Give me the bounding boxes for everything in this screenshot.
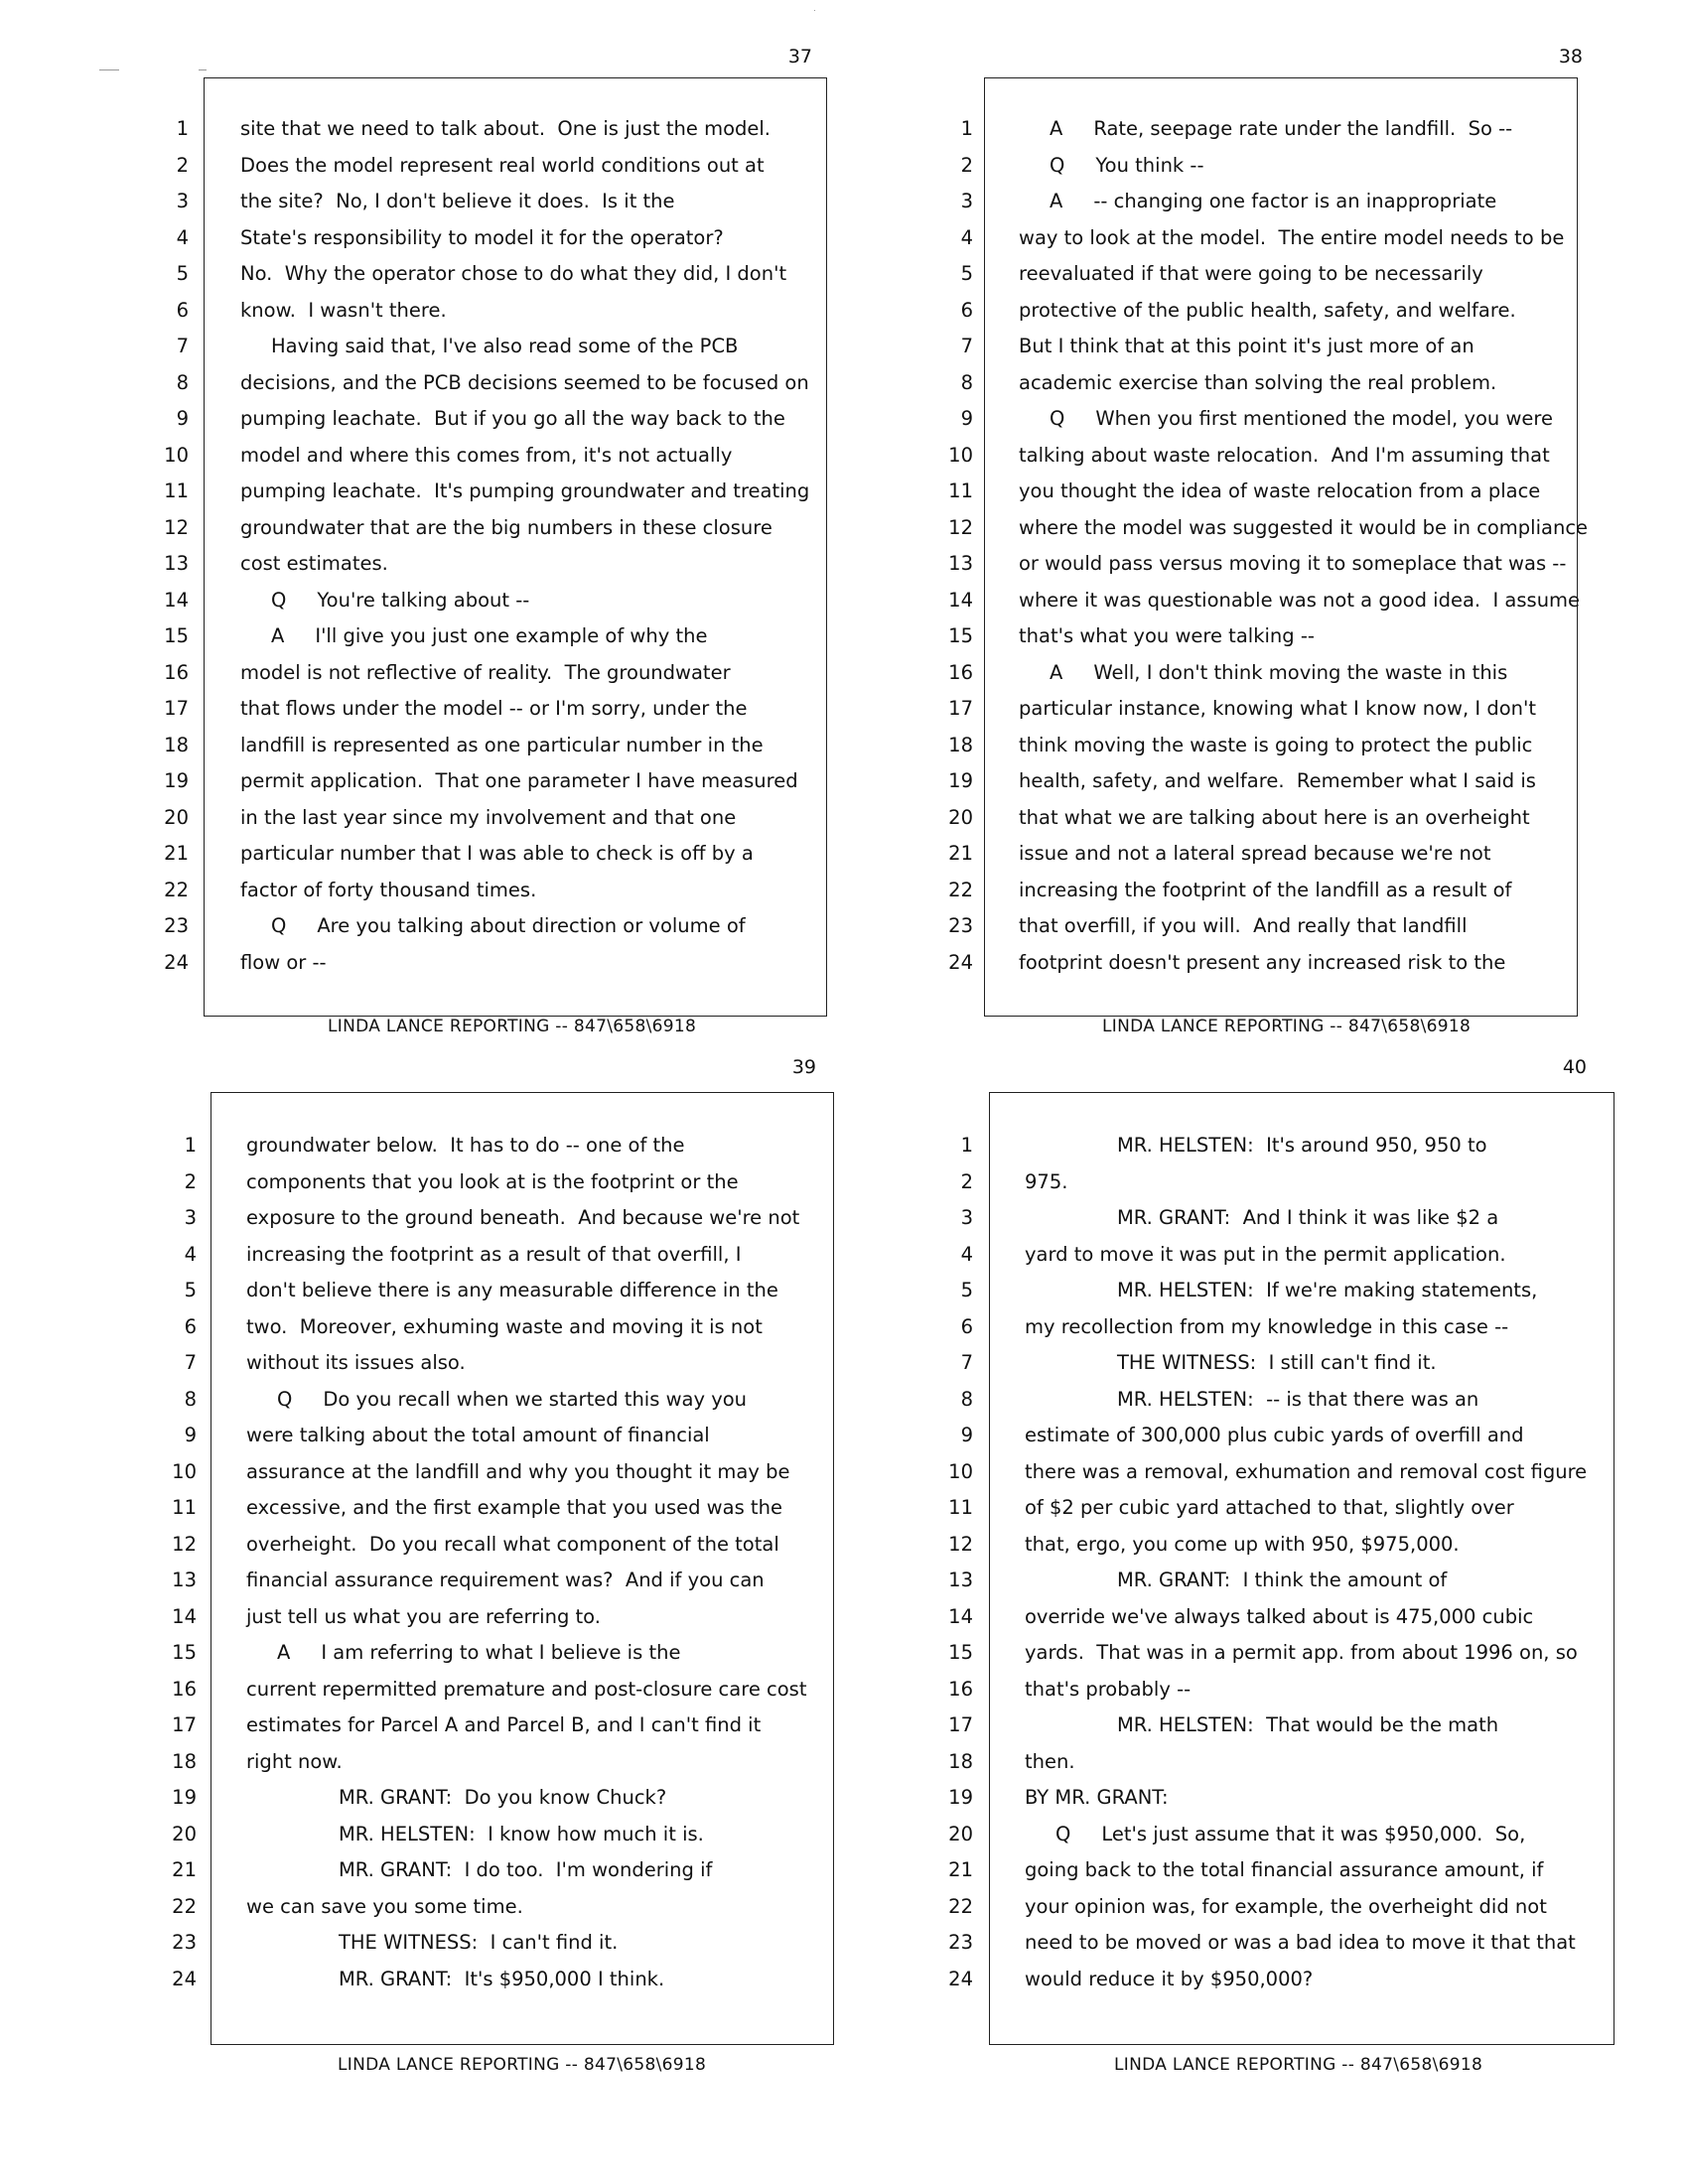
- transcript-line: model and where this comes from, it's not actually: [240, 443, 733, 467]
- line-number: 2: [176, 153, 189, 177]
- transcript-line: MR. HELSTEN: -- is that there was an: [1025, 1387, 1479, 1411]
- transcript-line: MR. GRANT: I do too. I'm wondering if: [246, 1858, 713, 1881]
- transcript-line: yard to move it was put in the permit application.: [1025, 1242, 1506, 1266]
- line-number: 1: [184, 1134, 197, 1157]
- line-number: 18: [164, 733, 189, 756]
- line-number: 12: [948, 1532, 973, 1556]
- transcript-line: State's responsibility to model it for the operator?: [240, 225, 724, 249]
- transcript-line: override we've always talked about is 475,000 cubic: [1025, 1604, 1534, 1628]
- line-number: 12: [172, 1532, 197, 1556]
- line-number: 11: [948, 479, 973, 502]
- transcript-line: groundwater that are the big numbers in these closure: [240, 515, 772, 539]
- transcript-line: protective of the public health, safety, and welfare.: [1019, 298, 1516, 322]
- page-number: 38: [1558, 46, 1583, 68]
- line-number: 22: [172, 1894, 197, 1918]
- line-number: 1: [960, 117, 973, 140]
- line-number: 8: [184, 1387, 197, 1411]
- line-number: 19: [948, 1786, 973, 1809]
- transcript-line: reevaluated if that were going to be necessarily: [1019, 262, 1483, 285]
- transcript-line: site that we need to talk about. One is just the model.: [240, 117, 772, 140]
- line-number: 5: [176, 262, 189, 285]
- transcript-line: Does the model represent real world conditions out at: [240, 153, 765, 177]
- line-number: 22: [948, 1894, 973, 1918]
- transcript-line: No. Why the operator chose to do what they did, I don't: [240, 262, 787, 285]
- line-number: 23: [948, 914, 973, 937]
- line-number: 20: [164, 805, 189, 829]
- transcript-line: MR. HELSTEN: I know how much it is.: [246, 1822, 704, 1845]
- transcript-line: A -- changing one factor is an inappropriate: [1019, 190, 1497, 212]
- transcript-line: Q You're talking about --: [240, 588, 530, 612]
- line-number: 7: [184, 1351, 197, 1374]
- transcript-line: current repermitted premature and post-closure care cost: [246, 1677, 807, 1701]
- transcript-line: MR. HELSTEN: That would be the math: [1025, 1713, 1499, 1736]
- reporter-footer: LINDA LANCE REPORTING -- 847\658\6918: [328, 1017, 697, 1036]
- transcript-line: groundwater below. It has to do -- one of the: [246, 1134, 685, 1157]
- transcript-line: excessive, and the first example that you used was the: [246, 1496, 782, 1519]
- line-number: 2: [184, 1169, 197, 1193]
- transcript-line: decisions, and the PCB decisions seemed to be focused on: [240, 370, 809, 394]
- transcript-line: way to look at the model. The entire model needs to be: [1019, 225, 1565, 249]
- line-number: 14: [164, 588, 189, 612]
- transcript-line: issue and not a lateral spread because we're not: [1019, 842, 1491, 865]
- transcript-line: 975.: [1025, 1169, 1068, 1193]
- line-number: 8: [960, 1387, 973, 1411]
- transcript-line: MR. GRANT: Do you know Chuck?: [246, 1786, 667, 1809]
- transcript-line: financial assurance requirement was? And if you can: [246, 1569, 765, 1591]
- line-number: 4: [176, 225, 189, 249]
- transcript-line: MR. GRANT: It's $950,000 I think.: [246, 1967, 665, 1990]
- transcript-line: A I am referring to what I believe is the: [246, 1641, 681, 1664]
- transcript-line: components that you look at is the footprint or the: [246, 1169, 739, 1193]
- line-number: 17: [164, 697, 189, 720]
- transcript-line: my recollection from my knowledge in this case --: [1025, 1314, 1509, 1338]
- transcript-line: talking about waste relocation. And I'm assuming that: [1019, 443, 1550, 467]
- line-number: 10: [172, 1459, 197, 1483]
- transcript-line: need to be moved or was a bad idea to move it that that: [1025, 1931, 1576, 1954]
- transcript-line: BY MR. GRANT:: [1025, 1786, 1169, 1809]
- transcript-line: that overfill, if you will. And really that landfill: [1019, 914, 1468, 937]
- transcript-line: cost estimates.: [240, 552, 388, 575]
- line-number: 7: [176, 335, 189, 357]
- transcript-line: permit application. That one parameter I have measured: [240, 769, 798, 792]
- line-number: 11: [948, 1496, 973, 1519]
- line-number: 21: [172, 1858, 197, 1881]
- line-number: 19: [948, 769, 973, 792]
- line-number: 2: [960, 153, 973, 177]
- transcript-line: MR. HELSTEN: If we're making statements,: [1025, 1279, 1538, 1301]
- line-number: 8: [960, 370, 973, 394]
- transcript-line: don't believe there is any measurable difference in the: [246, 1279, 778, 1301]
- line-number: 21: [164, 842, 189, 865]
- scan-mark: [199, 69, 207, 70]
- transcript-line: Q When you first mentioned the model, you were: [1019, 407, 1554, 430]
- line-number: 20: [948, 805, 973, 829]
- transcript-line: estimate of 300,000 plus cubic yards of overfill and: [1025, 1424, 1524, 1446]
- line-number: 22: [164, 878, 189, 901]
- line-number: 6: [960, 1314, 973, 1338]
- transcript-line: going back to the total financial assurance amount, if: [1025, 1858, 1544, 1881]
- line-number: 5: [960, 262, 973, 285]
- line-number: 12: [948, 515, 973, 539]
- transcript-line: pumping leachate. It's pumping groundwater and treating: [240, 479, 810, 502]
- transcript-line: MR. HELSTEN: It's around 950, 950 to: [1025, 1134, 1487, 1157]
- transcript-line: increasing the footprint as a result of that overfill, I: [246, 1242, 742, 1266]
- transcript-line: flow or --: [240, 950, 327, 974]
- line-number: 19: [172, 1786, 197, 1809]
- transcript-line: landfill is represented as one particular number in the: [240, 733, 764, 756]
- transcript-line: the site? No, I don't believe it does. Is it the: [240, 190, 675, 212]
- line-number: 1: [960, 1134, 973, 1157]
- line-number: 19: [164, 769, 189, 792]
- line-number: 24: [948, 1967, 973, 1990]
- transcript-line: would reduce it by $950,000?: [1025, 1967, 1314, 1990]
- line-number: 6: [184, 1314, 197, 1338]
- line-number: 16: [164, 660, 189, 684]
- line-number: 6: [176, 298, 189, 322]
- line-number: 11: [172, 1496, 197, 1519]
- transcript-line: Having said that, I've also read some of the PCB: [240, 335, 739, 357]
- transcript-line: overheight. Do you recall what component of the total: [246, 1532, 779, 1556]
- transcript-line: A Rate, seepage rate under the landfill. So --: [1019, 117, 1513, 140]
- line-number: 1: [176, 117, 189, 140]
- transcript-line: then.: [1025, 1749, 1075, 1773]
- line-number: 13: [164, 552, 189, 575]
- transcript-line: of $2 per cubic yard attached to that, slightly over: [1025, 1496, 1514, 1519]
- transcript-line: academic exercise than solving the real problem.: [1019, 370, 1497, 394]
- transcript-line: that what we are talking about here is an overheight: [1019, 805, 1530, 829]
- line-number: 21: [948, 1858, 973, 1881]
- transcript-line: increasing the footprint of the landfill as a result of: [1019, 878, 1512, 901]
- transcript-line: just tell us what you are referring to.: [246, 1604, 601, 1628]
- transcript-line: were talking about the total amount of financial: [246, 1424, 710, 1446]
- line-number: 4: [184, 1242, 197, 1266]
- line-number: 9: [960, 1424, 973, 1446]
- transcript-line: health, safety, and welfare. Remember what I said is: [1019, 769, 1536, 792]
- line-number: 22: [948, 878, 973, 901]
- line-number: 9: [960, 407, 973, 430]
- transcript-line: where it was questionable was not a good idea. I assume: [1019, 588, 1581, 612]
- reporter-footer: LINDA LANCE REPORTING -- 847\658\6918: [1102, 1017, 1472, 1036]
- line-number: 4: [960, 1242, 973, 1266]
- transcript-line: MR. GRANT: I think the amount of: [1025, 1569, 1448, 1591]
- transcript-line: factor of forty thousand times.: [240, 878, 537, 901]
- line-number: 7: [960, 335, 973, 357]
- transcript-line: that's probably --: [1025, 1677, 1192, 1701]
- line-number: 10: [948, 443, 973, 467]
- line-number: 11: [164, 479, 189, 502]
- line-number: 3: [960, 190, 973, 212]
- line-number: 15: [948, 624, 973, 647]
- line-number: 21: [948, 842, 973, 865]
- reporter-footer: LINDA LANCE REPORTING -- 847\658\6918: [338, 2055, 707, 2075]
- transcript-line: particular instance, knowing what I know now, I don't: [1019, 697, 1536, 720]
- scan-mark: [99, 69, 119, 70]
- transcript-line: where the model was suggested it would be in compliance: [1019, 515, 1589, 539]
- transcript-line: But I think that at this point it's just more of an: [1019, 335, 1474, 357]
- page-number: 39: [791, 1056, 816, 1078]
- line-number: 2: [960, 1169, 973, 1193]
- transcript-line: your opinion was, for example, the overheight did not: [1025, 1894, 1547, 1918]
- transcript-line: Q You think --: [1019, 153, 1204, 177]
- line-number: 4: [960, 225, 973, 249]
- transcript-line: without its issues also.: [246, 1351, 466, 1374]
- transcript-line: we can save you some time.: [246, 1894, 523, 1918]
- transcript-line: MR. GRANT: And I think it was like $2 a: [1025, 1206, 1499, 1229]
- line-number: 3: [176, 190, 189, 212]
- transcript-line: Q Are you talking about direction or volume of: [240, 914, 746, 937]
- line-number: 14: [948, 1604, 973, 1628]
- reporter-footer: LINDA LANCE REPORTING -- 847\658\6918: [1114, 2055, 1483, 2075]
- line-number: 14: [948, 588, 973, 612]
- line-number: 17: [172, 1713, 197, 1736]
- page-number: 40: [1562, 1056, 1587, 1078]
- line-number: 15: [948, 1641, 973, 1664]
- transcript-line: that flows under the model -- or I'm sorry, under the: [240, 697, 748, 720]
- scan-mark: [814, 10, 815, 11]
- line-number: 17: [948, 1713, 973, 1736]
- transcript-line: exposure to the ground beneath. And because we're not: [246, 1206, 800, 1229]
- line-number: 16: [172, 1677, 197, 1701]
- line-number: 9: [176, 407, 189, 430]
- line-number: 12: [164, 515, 189, 539]
- line-number: 24: [172, 1967, 197, 1990]
- line-number: 13: [172, 1569, 197, 1591]
- transcript-line: you thought the idea of waste relocation from a place: [1019, 479, 1541, 502]
- line-number: 3: [960, 1206, 973, 1229]
- line-number: 10: [948, 1459, 973, 1483]
- line-number: 16: [948, 660, 973, 684]
- transcript-line: Q Let's just assume that it was $950,000. So,: [1025, 1822, 1526, 1845]
- transcript-line: know. I wasn't there.: [240, 298, 447, 322]
- line-number: 24: [948, 950, 973, 974]
- transcript-line: there was a removal, exhumation and removal cost figure: [1025, 1459, 1588, 1483]
- line-number: 13: [948, 552, 973, 575]
- line-number: 15: [172, 1641, 197, 1664]
- line-number: 7: [960, 1351, 973, 1374]
- transcript-line: THE WITNESS: I still can't find it.: [1025, 1351, 1437, 1374]
- transcript-line: particular number that I was able to check is off by a: [240, 842, 754, 865]
- line-number: 24: [164, 950, 189, 974]
- line-number: 18: [948, 1749, 973, 1773]
- line-number: 5: [184, 1279, 197, 1301]
- line-number: 16: [948, 1677, 973, 1701]
- line-number: 23: [164, 914, 189, 937]
- line-number: 3: [184, 1206, 197, 1229]
- transcript-line: estimates for Parcel A and Parcel B, and I can't find it: [246, 1713, 762, 1736]
- line-number: 18: [172, 1749, 197, 1773]
- transcript-line: or would pass versus moving it to someplace that was --: [1019, 552, 1567, 575]
- transcript-line: that's what you were talking --: [1019, 624, 1315, 647]
- line-number: 20: [948, 1822, 973, 1845]
- transcript-line: that, ergo, you come up with 950, $975,000.: [1025, 1532, 1460, 1556]
- transcript-line: footprint doesn't present any increased risk to the: [1019, 950, 1506, 974]
- transcript-line: yards. That was in a permit app. from about 1996 on, so: [1025, 1641, 1578, 1664]
- line-number: 20: [172, 1822, 197, 1845]
- line-number: 13: [948, 1569, 973, 1591]
- transcript-line: two. Moreover, exhuming waste and moving it is not: [246, 1314, 763, 1338]
- line-number: 18: [948, 733, 973, 756]
- line-number: 17: [948, 697, 973, 720]
- transcript-line: THE WITNESS: I can't find it.: [246, 1931, 619, 1954]
- transcript-line: think moving the waste is going to protect the public: [1019, 733, 1533, 756]
- transcript-line: A Well, I don't think moving the waste in this: [1019, 660, 1508, 684]
- transcript-line: pumping leachate. But if you go all the way back to the: [240, 407, 785, 430]
- line-number: 10: [164, 443, 189, 467]
- page-number: 37: [787, 46, 812, 68]
- line-number: 8: [176, 370, 189, 394]
- transcript-line: model is not reflective of reality. The groundwater: [240, 660, 731, 684]
- transcript-line: right now.: [246, 1749, 343, 1773]
- line-number: 5: [960, 1279, 973, 1301]
- transcript-line: Q Do you recall when we started this way you: [246, 1387, 748, 1411]
- transcript-line: in the last year since my involvement and that one: [240, 805, 737, 829]
- line-number: 9: [184, 1424, 197, 1446]
- line-number: 6: [960, 298, 973, 322]
- transcript-line: A I'll give you just one example of why the: [240, 624, 708, 647]
- line-number: 23: [172, 1931, 197, 1954]
- line-number: 14: [172, 1604, 197, 1628]
- transcript-line: assurance at the landfill and why you thought it may be: [246, 1459, 790, 1483]
- line-number: 23: [948, 1931, 973, 1954]
- line-number: 15: [164, 624, 189, 647]
